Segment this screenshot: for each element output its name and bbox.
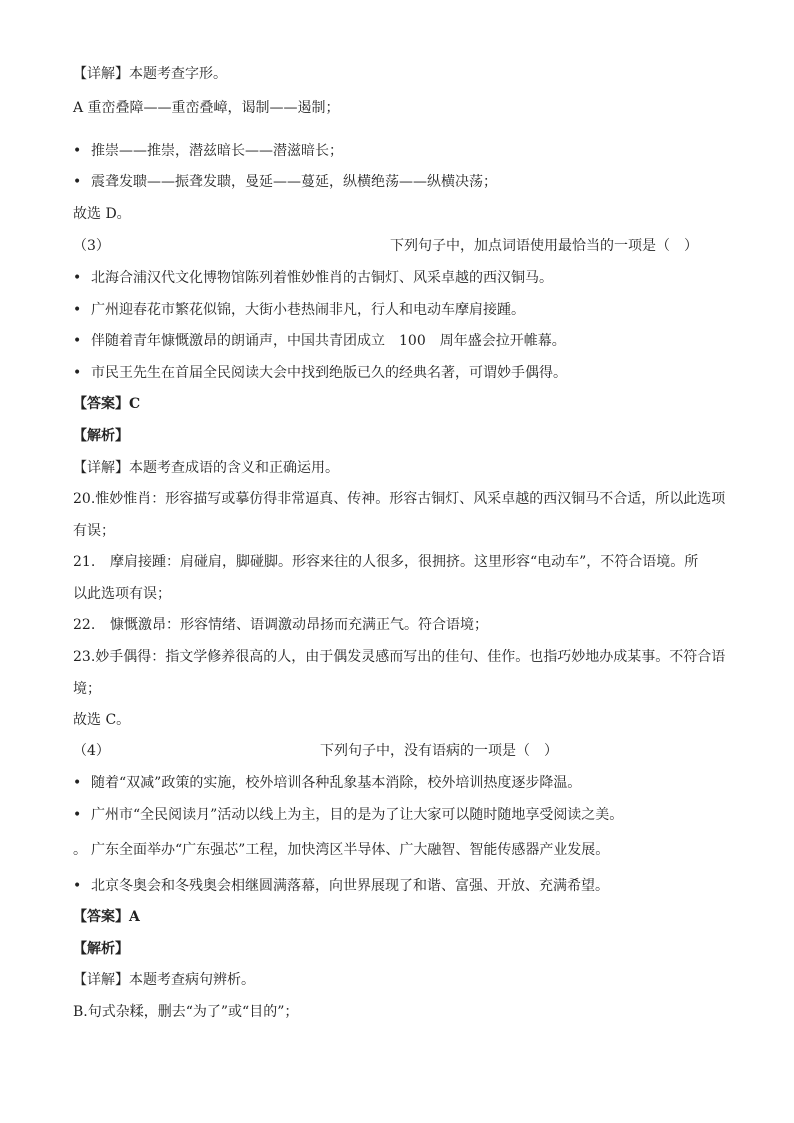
answer-4: 【答案】A — [73, 909, 140, 925]
bullet-icon: • — [73, 302, 82, 318]
explain-23-line-1: 23.妙手偶得：指文学修养很高的人，由于偶发灵感而写出的佳句、佳作。也指巧妙地办成某事。不符合语 — [73, 649, 726, 665]
bullet-icon: • — [73, 143, 82, 159]
explain-21-line-1: 摩肩接踵：肩碰肩，脚碰脚。形容来往的人很多，很拥挤。这里形容“电动车”，不符合语境。所 — [110, 554, 699, 570]
explain-20-line-2: 有误； — [73, 523, 115, 539]
option-d-line: 震聋发聩——振聋发聩，曼延——蔓延，纵横绝荡——纵横决荡； — [91, 174, 497, 190]
explain-22-line: 慷慨激昂：形容情绪、语调激动昂扬而充满正气。符合语境； — [110, 617, 488, 633]
bullet-icon: • — [73, 174, 82, 190]
explain-21-number: 21. — [73, 554, 96, 570]
detail-4-heading: 【详解】本题考查病句辨析。 — [73, 972, 255, 988]
detail-heading-1: 【详解】本题考查字形。 — [73, 66, 227, 82]
question-4-option-c: 广东全面举办“广东强芯”工程，加快湾区半导体、广大融智、智能传感器产业发展。 — [91, 842, 610, 858]
question-3-option-c: 伴随着青年慷慨激昂的朗诵声，中国共青团成立 100 周年盛会拉开帷幕。 — [91, 333, 566, 349]
explain-23-line-2: 境； — [73, 681, 101, 697]
question-3-option-a: 北海合浦汉代文化博物馆陈列着惟妙惟肖的古铜灯、风采卓越的西汉铜马。 — [91, 270, 553, 286]
answer-3: 【答案】C — [73, 396, 141, 412]
bullet-icon: • — [73, 333, 82, 349]
option-a-line: A 重峦叠障——重峦叠嶂，谒制——遏制； — [73, 100, 340, 116]
question-4-option-d: 北京冬奥会和冬残奥会相继圆满落幕，向世界展现了和谐、富强、开放、充满希望。 — [91, 878, 609, 894]
question-4-option-b: 广州市“全民阅读月”活动以线上为主，目的是为了让大家可以随时随地享受阅读之美。 — [91, 807, 624, 823]
option-c-line: 推崇——推崇，潜兹暗长——潜滋暗长； — [91, 143, 343, 159]
bullet-icon: • — [73, 365, 82, 381]
explain-b-line: B.句式杂糅，删去“为了”或“目的”； — [73, 1004, 299, 1020]
detail-3-heading: 【详解】本题考查成语的含义和正确运用。 — [73, 460, 339, 476]
question-3-option-b: 广州迎春花市繁花似锦，大街小巷热闹非凡，行人和电动车摩肩接踵。 — [91, 302, 525, 318]
explain-22-number: 22. — [73, 617, 96, 633]
explain-21-line-2: 以此选项有误； — [73, 586, 171, 602]
question-3-option-d: 市民王先生在首届全民阅读大会中找到绝版已久的经典名著，可谓妙手偶得。 — [91, 365, 567, 381]
bullet-icon: • — [73, 270, 82, 286]
question-4-option-a: 随着“双减”政策的实施，校外培训各种乱象基本消除，校外培训热度逐步降温。 — [91, 775, 582, 791]
analysis-3-heading: 【解析】 — [73, 428, 129, 444]
question-4-text: 下列句子中，没有语病的一项是（ ） — [320, 743, 558, 759]
choose-d: 故选 D。 — [73, 206, 131, 222]
analysis-4-heading: 【解析】 — [73, 941, 129, 957]
bullet-icon: • — [73, 775, 82, 791]
explain-20-line-1: 20.惟妙惟肖：形容描写或摹仿得非常逼真、传神。形容古铜灯、风采卓越的西汉铜马不合适，所以此选项 — [73, 491, 726, 507]
bullet-icon: • — [73, 878, 82, 894]
bullet-icon: • — [73, 807, 82, 823]
question-4-number: （4） — [73, 743, 110, 759]
question-3-number: （3） — [73, 238, 110, 254]
choose-c: 故选 C。 — [73, 712, 131, 728]
question-3-text: 下列句子中，加点词语使用最恰当的一项是（ ） — [390, 238, 698, 254]
bullet-icon: 。 — [73, 842, 87, 858]
